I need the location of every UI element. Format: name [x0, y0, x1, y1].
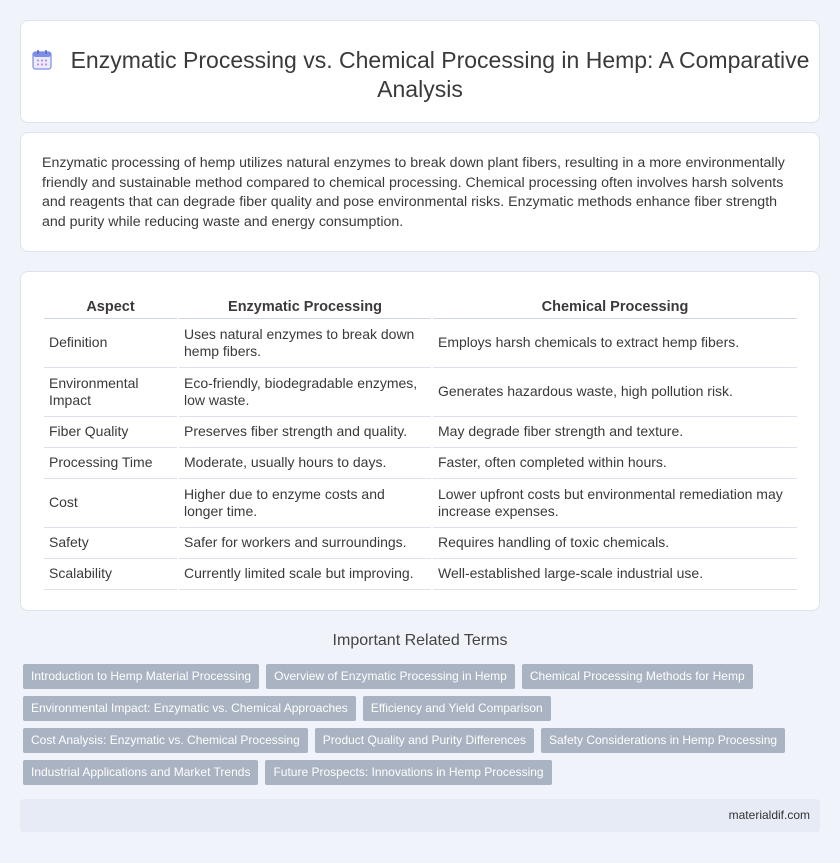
cell-aspect: Scalability [44, 559, 177, 590]
tag-row [23, 696, 813, 721]
comparison-table [42, 295, 799, 590]
cell-aspect: Fiber Quality [44, 417, 177, 448]
table-row [44, 528, 797, 559]
related-term-tag[interactable]: Safety Considerations in Hemp Processing [541, 728, 785, 753]
table-row [44, 559, 797, 590]
header-chemical: Chemical Processing [433, 295, 797, 319]
related-term-tag[interactable]: Environmental Impact: Enzymatic vs. Chemical Approaches [23, 696, 356, 721]
footer-bar [20, 799, 820, 832]
cell-enzymatic: Higher due to enzyme costs and longer time. [179, 479, 431, 528]
page-title: Enzymatic Processing vs. Chemical Processing in Hemp: A Comparative Analysis [70, 47, 810, 102]
cell-enzymatic: Eco-friendly, biodegradable enzymes, low waste. [179, 368, 431, 417]
related-term-tag[interactable]: Introduction to Hemp Material Processing [23, 664, 259, 689]
cell-enzymatic: Safer for workers and surroundings. [179, 528, 431, 559]
related-term-tag[interactable]: Future Prospects: Innovations in Hemp Processing [265, 760, 551, 785]
cell-enzymatic: Uses natural enzymes to break down hemp fibers. [179, 319, 431, 368]
table-row [44, 479, 797, 528]
cell-enzymatic: Moderate, usually hours to days. [179, 448, 431, 479]
cell-chemical: Employs harsh chemicals to extract hemp fibers. [433, 319, 797, 368]
header-aspect: Aspect [44, 295, 177, 319]
table-row [44, 417, 797, 448]
related-term-tag[interactable]: Industrial Applications and Market Trends [23, 760, 258, 785]
cell-enzymatic: Currently limited scale but improving. [179, 559, 431, 590]
related-terms-heading: Important Related Terms [332, 632, 508, 649]
cell-aspect: Environmental Impact [44, 368, 177, 417]
cell-chemical: Generates hazardous waste, high pollution risk. [433, 368, 797, 417]
cell-aspect: Safety [44, 528, 177, 559]
intro-paragraph: Enzymatic processing of hemp utilizes natural enzymes to break down plant fibers, resulting in a more environmentally friendly and sustainable method compared to chemical processing. Chemical processing often involves harsh solvents and reagents that can degrade fiber quality and pose environmental risks. Enzymatic methods enhance fiber strength and purity while reducing waste and energy consumption. [42, 155, 785, 230]
related-term-tag[interactable]: Product Quality and Purity Differences [315, 728, 534, 753]
cell-enzymatic: Preserves fiber strength and quality. [179, 417, 431, 448]
related-term-tag[interactable]: Overview of Enzymatic Processing in Hemp [266, 664, 515, 689]
related-term-tag[interactable]: Chemical Processing Methods for Hemp [522, 664, 753, 689]
cell-chemical: Faster, often completed within hours. [433, 448, 797, 479]
cell-chemical: Lower upfront costs but environmental remediation may increase expenses. [433, 479, 797, 528]
cell-aspect: Cost [44, 479, 177, 528]
cell-aspect: Processing Time [44, 448, 177, 479]
table-row [44, 368, 797, 417]
table-header-row [44, 295, 797, 319]
cell-aspect: Definition [44, 319, 177, 368]
tag-row [23, 728, 813, 753]
intro-card [20, 132, 820, 252]
cell-chemical: Well-established large-scale industrial use. [433, 559, 797, 590]
footer-site-link[interactable]: materialdif.com [728, 808, 810, 822]
comparison-table-card [20, 271, 820, 611]
table-row [44, 448, 797, 479]
calendar-icon [31, 49, 53, 71]
tag-row [23, 760, 813, 785]
title-card [20, 20, 820, 123]
tag-row [23, 664, 813, 689]
table-row [44, 319, 797, 368]
related-term-tag[interactable]: Cost Analysis: Enzymatic vs. Chemical Processing [23, 728, 308, 753]
related-term-tag[interactable]: Efficiency and Yield Comparison [363, 696, 551, 721]
related-terms-list [23, 664, 813, 792]
page-title-wrap [21, 46, 819, 104]
cell-chemical: Requires handling of toxic chemicals. [433, 528, 797, 559]
header-enzymatic: Enzymatic Processing [179, 295, 431, 319]
cell-chemical: May degrade fiber strength and texture. [433, 417, 797, 448]
